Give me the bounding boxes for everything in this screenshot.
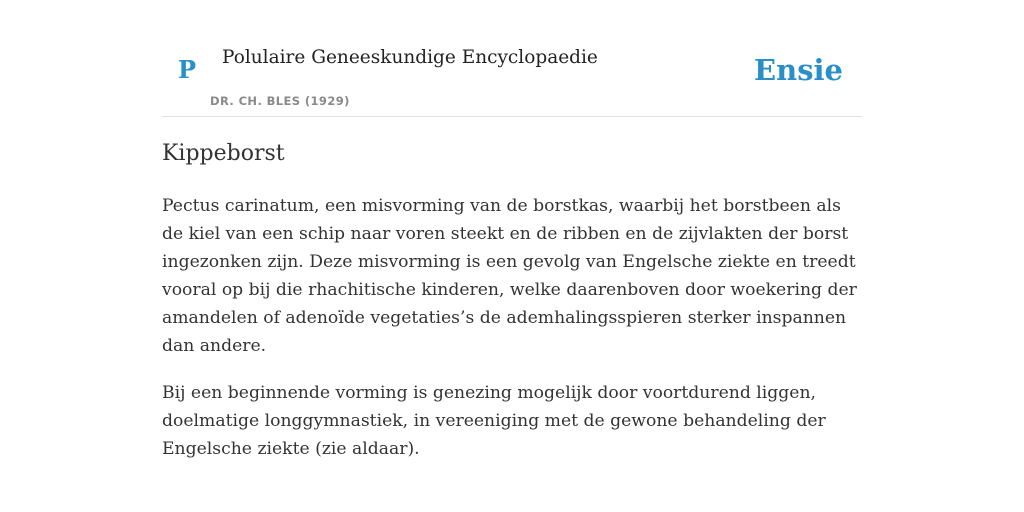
book-title[interactable]: Polulaire Geneeskundige Encyclopaedie (222, 47, 598, 68)
page-header (162, 0, 862, 117)
brand-logo[interactable]: Ensie (754, 53, 843, 87)
article-body (162, 192, 862, 463)
article (162, 136, 862, 463)
book-author: DR. CH. BLES (1929) (210, 94, 350, 108)
book-initial-logo: P (178, 55, 197, 84)
article-paragraph: Bij een beginnende vorming is genezing mogelijk door voortdurend liggen, doelmatige longgymnastiek, in vereeniging met de gewone behandeling der Engelsche ziekte (zie aldaar). (162, 383, 826, 459)
article-paragraph: Pectus carinatum, een misvorming van de borstkas, waarbij het borstbeen als de kiel van een schip naar voren steekt en de ribben en de zijvlakten der borst ingezonken zijn. Deze misvorming is een gevolg van Engelsche ziekte en treedt vooral op bij die rhachitische kinderen, welke daarenboven door woekering der amandelen of adenoïde vegetaties’s de ademhalingsspieren sterker inspannen dan andere. (162, 196, 857, 356)
article-title: Kippeborst (162, 141, 285, 166)
